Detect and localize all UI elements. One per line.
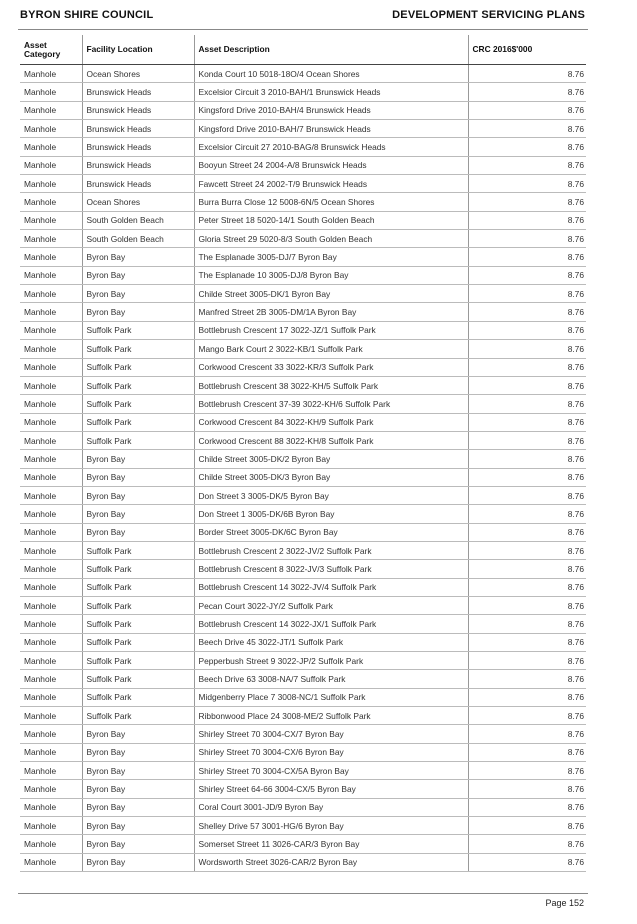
page-header: [20, 9, 585, 25]
cell-description: Coral Court 3001-JD/9 Byron Bay: [194, 798, 468, 816]
table-row: [20, 707, 586, 725]
table-row: [20, 156, 586, 174]
cell-crc: 8.76: [468, 303, 586, 321]
table-row: [20, 413, 586, 431]
cell-location: Byron Bay: [82, 486, 194, 504]
cell-description: Bottlebrush Crescent 8 3022-JV/3 Suffolk Park: [194, 560, 468, 578]
cell-category: Manhole: [20, 505, 82, 523]
cell-description: Midgenberry Place 7 3008-NC/1 Suffolk Park: [194, 688, 468, 706]
cell-location: Byron Bay: [82, 523, 194, 541]
table-row: [20, 560, 586, 578]
table-row: [20, 670, 586, 688]
cell-description: Shirley Street 70 3004-CX/7 Byron Bay: [194, 725, 468, 743]
cell-location: Suffolk Park: [82, 633, 194, 651]
cell-category: Manhole: [20, 688, 82, 706]
cell-category: Manhole: [20, 65, 82, 83]
table-row: [20, 321, 586, 339]
table-row: [20, 817, 586, 835]
cell-description: Bottlebrush Crescent 2 3022-JV/2 Suffolk Park: [194, 541, 468, 559]
cell-description: Gloria Street 29 5020-8/3 South Golden Beach: [194, 230, 468, 248]
cell-category: Manhole: [20, 853, 82, 871]
cell-category: Manhole: [20, 707, 82, 725]
table-row: [20, 596, 586, 614]
cell-description: Burra Burra Close 12 5008-6N/5 Ocean Shores: [194, 193, 468, 211]
cell-location: Byron Bay: [82, 725, 194, 743]
cell-location: Brunswick Heads: [82, 101, 194, 119]
table-row: [20, 450, 586, 468]
cell-crc: 8.76: [468, 615, 586, 633]
table-row: [20, 798, 586, 816]
cell-description: Somerset Street 11 3026-CAR/3 Byron Bay: [194, 835, 468, 853]
cell-location: Brunswick Heads: [82, 83, 194, 101]
cell-crc: 8.76: [468, 743, 586, 761]
cell-description: Wordsworth Street 3026-CAR/2 Byron Bay: [194, 853, 468, 871]
cell-crc: 8.76: [468, 780, 586, 798]
cell-category: Manhole: [20, 817, 82, 835]
table-row: [20, 743, 586, 761]
column-header-category: Asset Category: [20, 35, 82, 65]
table-row: [20, 120, 586, 138]
cell-location: Byron Bay: [82, 266, 194, 284]
table-row: [20, 688, 586, 706]
cell-location: Byron Bay: [82, 285, 194, 303]
cell-crc: 8.76: [468, 688, 586, 706]
cell-location: Suffolk Park: [82, 395, 194, 413]
cell-crc: 8.76: [468, 230, 586, 248]
cell-location: Suffolk Park: [82, 596, 194, 614]
cell-location: Byron Bay: [82, 450, 194, 468]
cell-description: Excelsior Circuit 27 2010-BAG/8 Brunswick Heads: [194, 138, 468, 156]
column-header-crc: CRC 2016$'000: [468, 35, 586, 65]
cell-category: Manhole: [20, 120, 82, 138]
cell-category: Manhole: [20, 780, 82, 798]
table-row: [20, 853, 586, 871]
cell-category: Manhole: [20, 303, 82, 321]
table-row: [20, 358, 586, 376]
cell-crc: 8.76: [468, 358, 586, 376]
cell-location: Byron Bay: [82, 798, 194, 816]
cell-category: Manhole: [20, 652, 82, 670]
cell-location: Byron Bay: [82, 762, 194, 780]
cell-description: Childe Street 3005-DK/1 Byron Bay: [194, 285, 468, 303]
table-row: [20, 266, 586, 284]
cell-category: Manhole: [20, 578, 82, 596]
table-row: [20, 578, 586, 596]
cell-category: Manhole: [20, 486, 82, 504]
cell-crc: 8.76: [468, 138, 586, 156]
cell-crc: 8.76: [468, 65, 586, 83]
cell-location: Suffolk Park: [82, 652, 194, 670]
table-row: [20, 431, 586, 449]
table-row: [20, 83, 586, 101]
cell-description: Pecan Court 3022-JY/2 Suffolk Park: [194, 596, 468, 614]
cell-location: Byron Bay: [82, 743, 194, 761]
cell-description: Konda Court 10 5018-18O/4 Ocean Shores: [194, 65, 468, 83]
table-header-row: [20, 35, 586, 65]
cell-description: Ribbonwood Place 24 3008-ME/2 Suffolk Park: [194, 707, 468, 725]
cell-category: Manhole: [20, 266, 82, 284]
cell-category: Manhole: [20, 835, 82, 853]
cell-category: Manhole: [20, 138, 82, 156]
table-row: [20, 340, 586, 358]
cell-category: Manhole: [20, 541, 82, 559]
cell-crc: 8.76: [468, 211, 586, 229]
cell-crc: 8.76: [468, 120, 586, 138]
cell-description: Beech Drive 45 3022-JT/1 Suffolk Park: [194, 633, 468, 651]
cell-description: The Esplanade 3005-DJ/7 Byron Bay: [194, 248, 468, 266]
cell-category: Manhole: [20, 560, 82, 578]
cell-crc: 8.76: [468, 175, 586, 193]
cell-description: Don Street 1 3005-DK/6B Byron Bay: [194, 505, 468, 523]
cell-description: Corkwood Crescent 33 3022-KR/3 Suffolk Park: [194, 358, 468, 376]
cell-description: Shelley Drive 57 3001-HG/6 Byron Bay: [194, 817, 468, 835]
cell-category: Manhole: [20, 83, 82, 101]
cell-category: Manhole: [20, 193, 82, 211]
cell-location: Suffolk Park: [82, 321, 194, 339]
cell-location: Suffolk Park: [82, 560, 194, 578]
cell-location: Brunswick Heads: [82, 175, 194, 193]
cell-crc: 8.76: [468, 486, 586, 504]
cell-crc: 8.76: [468, 431, 586, 449]
cell-category: Manhole: [20, 633, 82, 651]
cell-crc: 8.76: [468, 321, 586, 339]
table-row: [20, 211, 586, 229]
cell-location: Brunswick Heads: [82, 138, 194, 156]
cell-location: Suffolk Park: [82, 707, 194, 725]
cell-crc: 8.76: [468, 248, 586, 266]
table-row: [20, 230, 586, 248]
cell-description: Bottlebrush Crescent 14 3022-JV/4 Suffolk Park: [194, 578, 468, 596]
table-row: [20, 101, 586, 119]
cell-location: Suffolk Park: [82, 541, 194, 559]
document-title: DEVELOPMENT SERVICING PLANS: [392, 9, 585, 21]
cell-category: Manhole: [20, 156, 82, 174]
table-row: [20, 725, 586, 743]
table-row: [20, 633, 586, 651]
cell-description: Don Street 3 3005-DK/5 Byron Bay: [194, 486, 468, 504]
table-row: [20, 468, 586, 486]
cell-crc: 8.76: [468, 285, 586, 303]
cell-location: Suffolk Park: [82, 413, 194, 431]
table-row: [20, 248, 586, 266]
cell-description: Bottlebrush Crescent 37-39 3022-KH/6 Suffolk Park: [194, 395, 468, 413]
cell-category: Manhole: [20, 431, 82, 449]
cell-location: Byron Bay: [82, 780, 194, 798]
cell-description: Booyun Street 24 2004-A/8 Brunswick Heads: [194, 156, 468, 174]
cell-crc: 8.76: [468, 193, 586, 211]
cell-crc: 8.76: [468, 853, 586, 871]
cell-crc: 8.76: [468, 725, 586, 743]
cell-crc: 8.76: [468, 798, 586, 816]
table-row: [20, 615, 586, 633]
cell-description: Childe Street 3005-DK/3 Byron Bay: [194, 468, 468, 486]
cell-crc: 8.76: [468, 395, 586, 413]
cell-crc: 8.76: [468, 156, 586, 174]
cell-description: Shirley Street 70 3004-CX/6 Byron Bay: [194, 743, 468, 761]
cell-category: Manhole: [20, 376, 82, 394]
cell-crc: 8.76: [468, 578, 586, 596]
cell-description: Kingsford Drive 2010-BAH/7 Brunswick Heads: [194, 120, 468, 138]
cell-location: Byron Bay: [82, 248, 194, 266]
cell-location: Brunswick Heads: [82, 120, 194, 138]
cell-crc: 8.76: [468, 707, 586, 725]
table-row: [20, 175, 586, 193]
cell-description: Excelsior Circuit 3 2010-BAH/1 Brunswick Heads: [194, 83, 468, 101]
cell-location: Suffolk Park: [82, 358, 194, 376]
cell-description: Bottlebrush Crescent 17 3022-JZ/1 Suffolk Park: [194, 321, 468, 339]
cell-category: Manhole: [20, 395, 82, 413]
cell-location: Suffolk Park: [82, 431, 194, 449]
cell-description: Kingsford Drive 2010-BAH/4 Brunswick Heads: [194, 101, 468, 119]
cell-location: Byron Bay: [82, 468, 194, 486]
cell-crc: 8.76: [468, 266, 586, 284]
cell-category: Manhole: [20, 230, 82, 248]
cell-location: Byron Bay: [82, 303, 194, 321]
cell-description: Bottlebrush Crescent 14 3022-JX/1 Suffolk Park: [194, 615, 468, 633]
cell-description: Childe Street 3005-DK/2 Byron Bay: [194, 450, 468, 468]
cell-location: South Golden Beach: [82, 211, 194, 229]
table-row: [20, 303, 586, 321]
cell-category: Manhole: [20, 670, 82, 688]
cell-crc: 8.76: [468, 505, 586, 523]
cell-description: Fawcett Street 24 2002-T/9 Brunswick Heads: [194, 175, 468, 193]
cell-category: Manhole: [20, 615, 82, 633]
cell-location: Suffolk Park: [82, 340, 194, 358]
cell-crc: 8.76: [468, 376, 586, 394]
cell-location: Brunswick Heads: [82, 156, 194, 174]
header-divider: [18, 29, 588, 30]
cell-location: Suffolk Park: [82, 670, 194, 688]
page-number: Page 152: [545, 898, 584, 908]
column-header-description: Asset Description: [194, 35, 468, 65]
cell-category: Manhole: [20, 450, 82, 468]
cell-crc: 8.76: [468, 413, 586, 431]
cell-crc: 8.76: [468, 340, 586, 358]
asset-table: [20, 35, 586, 872]
table-row: [20, 193, 586, 211]
cell-crc: 8.76: [468, 762, 586, 780]
cell-category: Manhole: [20, 175, 82, 193]
cell-location: Byron Bay: [82, 853, 194, 871]
cell-description: Bottlebrush Crescent 38 3022-KH/5 Suffolk Park: [194, 376, 468, 394]
cell-crc: 8.76: [468, 817, 586, 835]
table-row: [20, 652, 586, 670]
cell-location: Suffolk Park: [82, 688, 194, 706]
cell-description: Mango Bark Court 2 3022-KB/1 Suffolk Park: [194, 340, 468, 358]
cell-location: Byron Bay: [82, 817, 194, 835]
cell-category: Manhole: [20, 468, 82, 486]
cell-crc: 8.76: [468, 560, 586, 578]
cell-category: Manhole: [20, 340, 82, 358]
cell-crc: 8.76: [468, 835, 586, 853]
table-row: [20, 835, 586, 853]
cell-category: Manhole: [20, 248, 82, 266]
cell-location: South Golden Beach: [82, 230, 194, 248]
cell-category: Manhole: [20, 358, 82, 376]
table-row: [20, 486, 586, 504]
table-row: [20, 780, 586, 798]
cell-description: Manfred Street 2B 3005-DM/1A Byron Bay: [194, 303, 468, 321]
cell-description: Pepperbush Street 9 3022-JP/2 Suffolk Park: [194, 652, 468, 670]
cell-crc: 8.76: [468, 523, 586, 541]
cell-description: Beech Drive 63 3008-NA/7 Suffolk Park: [194, 670, 468, 688]
cell-location: Suffolk Park: [82, 376, 194, 394]
cell-crc: 8.76: [468, 450, 586, 468]
table-row: [20, 138, 586, 156]
table-row: [20, 541, 586, 559]
column-header-location: Facility Location: [82, 35, 194, 65]
table-row: [20, 65, 586, 83]
cell-crc: 8.76: [468, 468, 586, 486]
cell-crc: 8.76: [468, 101, 586, 119]
cell-location: Ocean Shores: [82, 193, 194, 211]
cell-description: Peter Street 18 5020-14/1 South Golden Beach: [194, 211, 468, 229]
cell-description: Border Street 3005-DK/6C Byron Bay: [194, 523, 468, 541]
cell-category: Manhole: [20, 725, 82, 743]
cell-crc: 8.76: [468, 670, 586, 688]
cell-description: Shirley Street 70 3004-CX/5A Byron Bay: [194, 762, 468, 780]
footer-divider: [18, 893, 588, 894]
cell-crc: 8.76: [468, 633, 586, 651]
cell-description: Corkwood Crescent 84 3022-KH/9 Suffolk Park: [194, 413, 468, 431]
cell-category: Manhole: [20, 413, 82, 431]
cell-category: Manhole: [20, 743, 82, 761]
cell-crc: 8.76: [468, 541, 586, 559]
cell-crc: 8.76: [468, 596, 586, 614]
cell-category: Manhole: [20, 762, 82, 780]
cell-location: Byron Bay: [82, 505, 194, 523]
table-row: [20, 395, 586, 413]
cell-location: Suffolk Park: [82, 615, 194, 633]
table-row: [20, 505, 586, 523]
cell-crc: 8.76: [468, 83, 586, 101]
cell-category: Manhole: [20, 596, 82, 614]
cell-description: Corkwood Crescent 88 3022-KH/8 Suffolk Park: [194, 431, 468, 449]
table-row: [20, 285, 586, 303]
cell-location: Byron Bay: [82, 835, 194, 853]
table-row: [20, 376, 586, 394]
cell-crc: 8.76: [468, 652, 586, 670]
table-row: [20, 762, 586, 780]
cell-description: Shirley Street 64-66 3004-CX/5 Byron Bay: [194, 780, 468, 798]
cell-category: Manhole: [20, 321, 82, 339]
cell-category: Manhole: [20, 211, 82, 229]
cell-category: Manhole: [20, 798, 82, 816]
cell-location: Ocean Shores: [82, 65, 194, 83]
cell-category: Manhole: [20, 101, 82, 119]
cell-category: Manhole: [20, 523, 82, 541]
organization-title: BYRON SHIRE COUNCIL: [20, 9, 154, 21]
cell-category: Manhole: [20, 285, 82, 303]
cell-location: Suffolk Park: [82, 578, 194, 596]
table-row: [20, 523, 586, 541]
cell-description: The Esplanade 10 3005-DJ/8 Byron Bay: [194, 266, 468, 284]
